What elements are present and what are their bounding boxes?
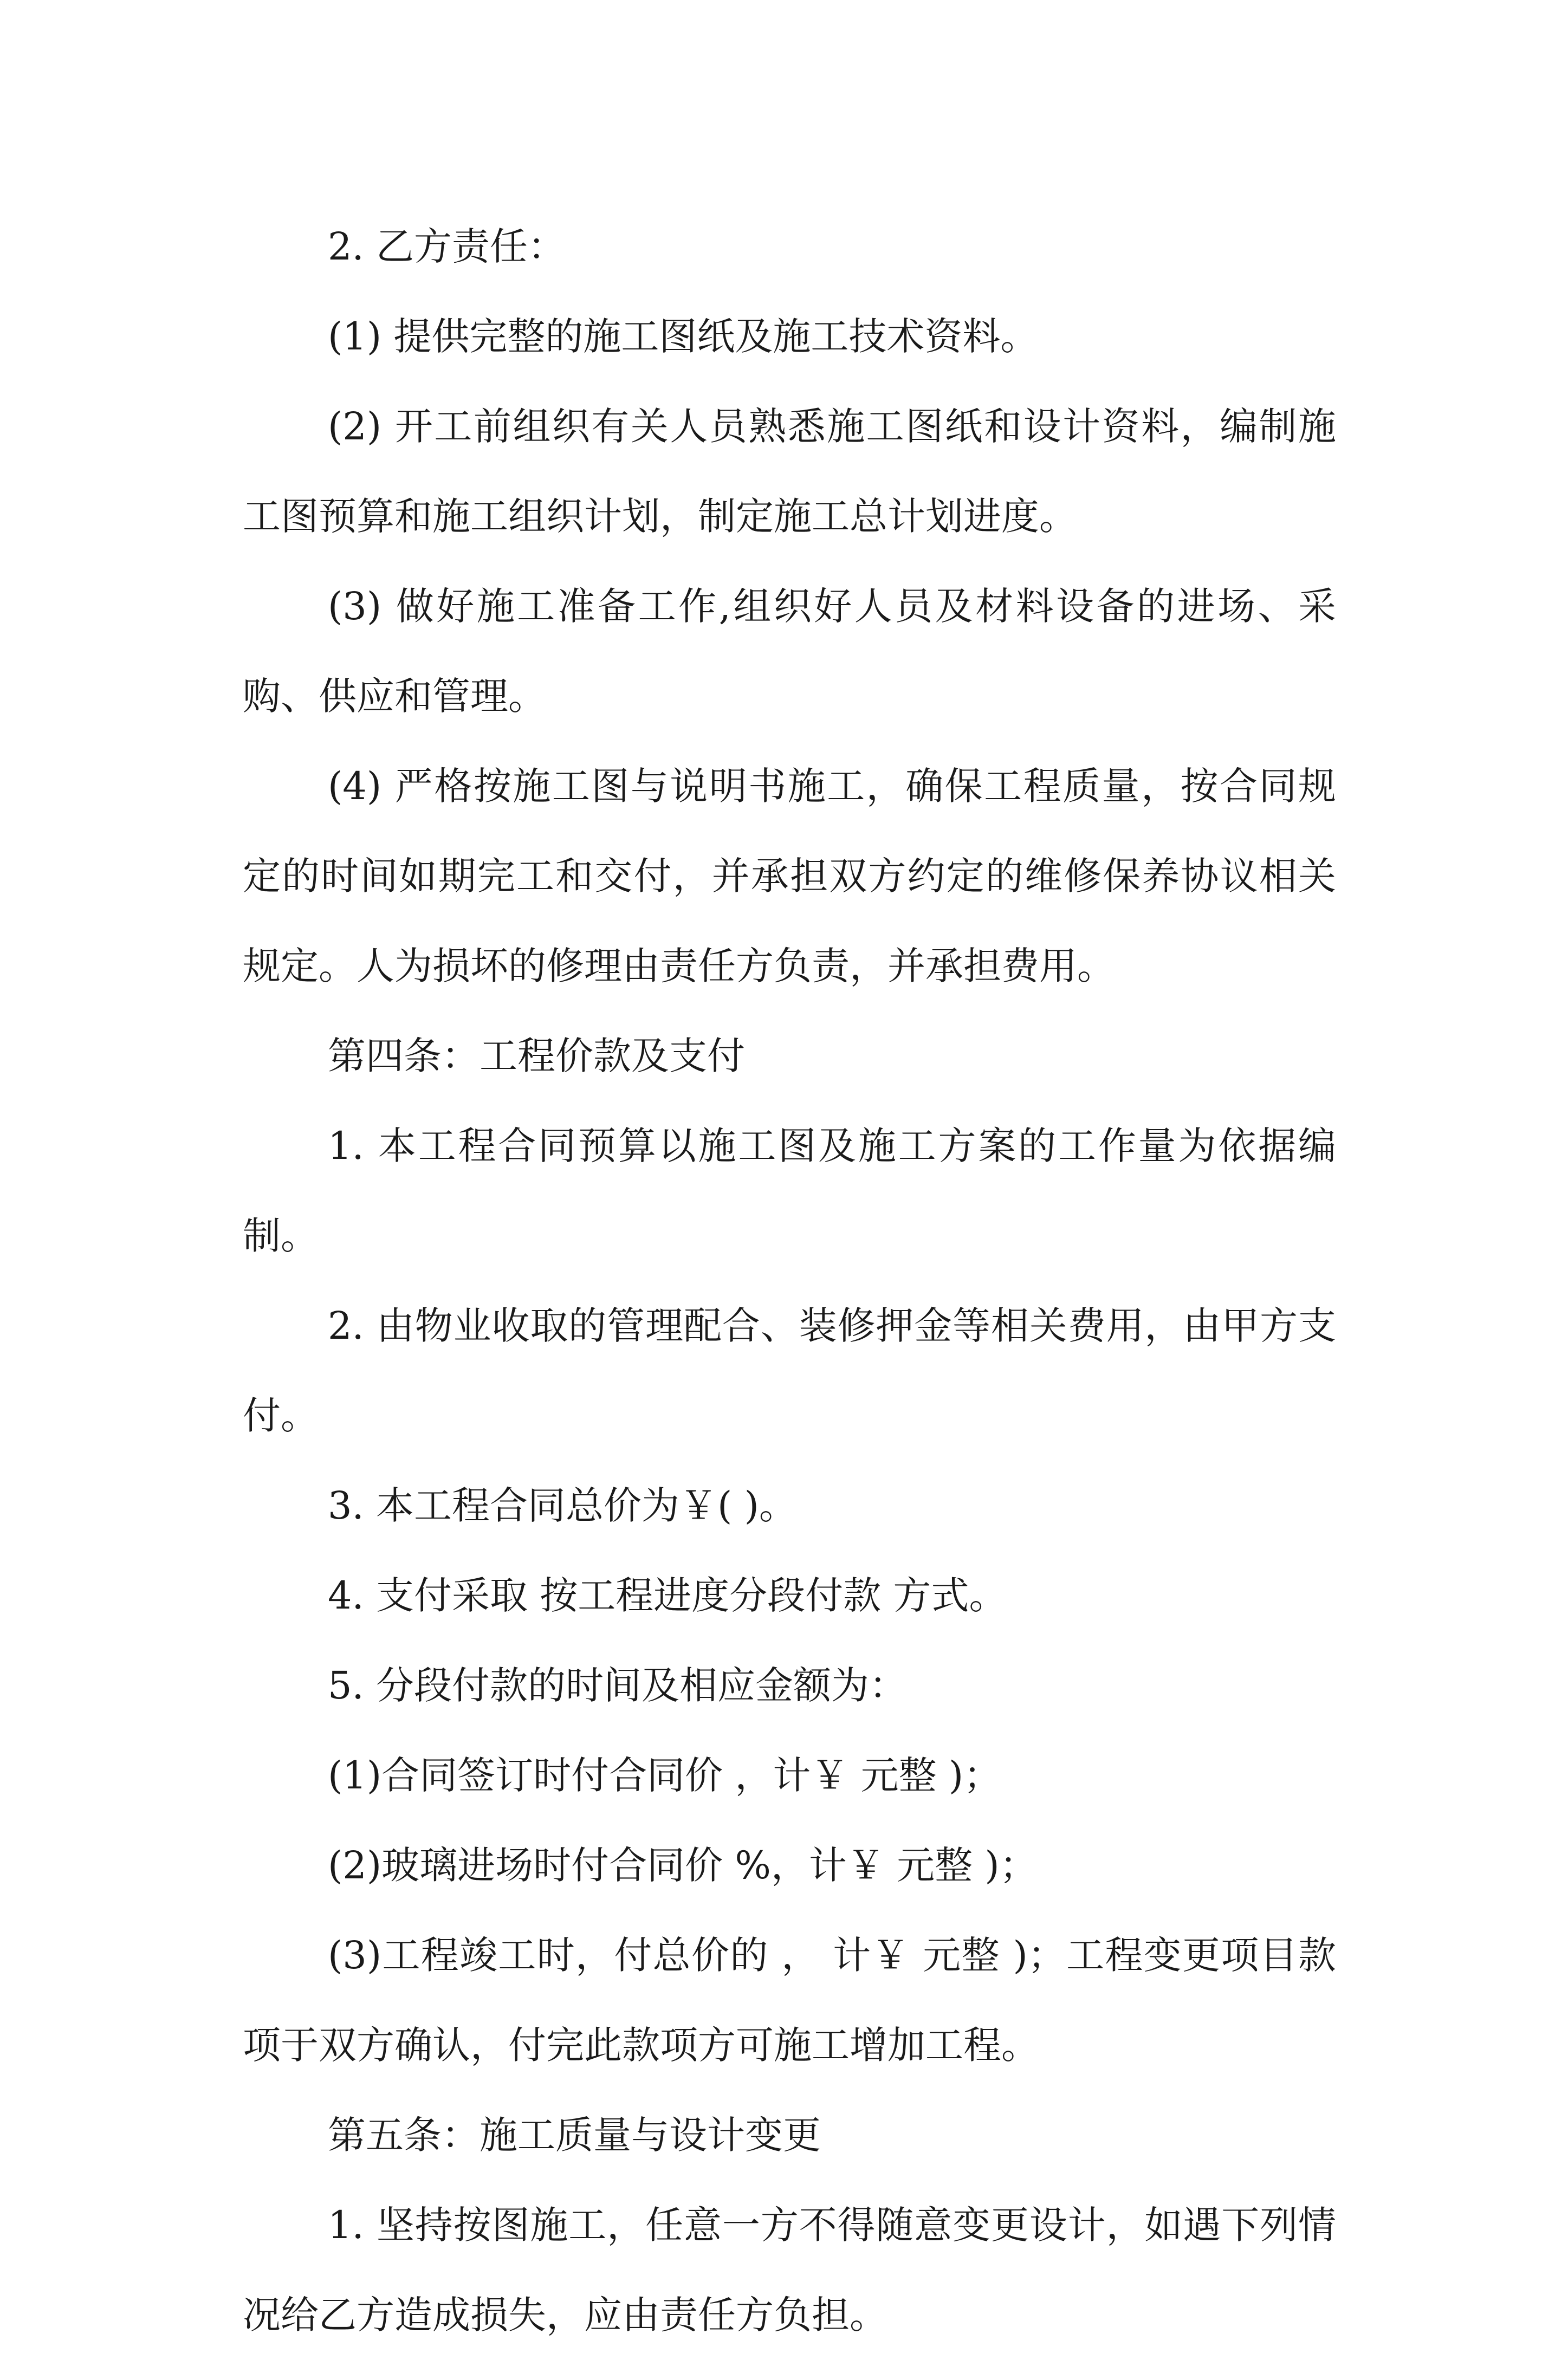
paragraph-item-2: (2) 开工前组织有关人员熟悉施工图纸和设计资料，编制施工图预算和施工组织计划，制定施工总计划进度。 [243, 404, 1336, 539]
article-4-heading: 第四条：工程价款及支付 [328, 1034, 745, 1078]
paragraph-item-3: (3) 做好施工准备工作,组织好人员及材料设备的进场、采购、供应和管理。 [243, 584, 1336, 718]
paragraph-price-3: 3. 本工程合同总价为￥( )。 [328, 1483, 797, 1528]
paragraph-party-b-responsibility: 2. 乙方责任： [328, 224, 566, 269]
paragraph-price-4: 4. 支付采取 按工程进度分段付款 方式。 [328, 1573, 1007, 1618]
paragraph-price-1: 1. 本工程合同预算以施工图及施工方案的工作量为依据编制。 [243, 1124, 1336, 1258]
article-5-heading: 第五条：施工质量与设计变更 [328, 2113, 821, 2157]
paragraph-payment-2: (2)玻璃进场时付合同价 %，计￥ 元整 )； [328, 1843, 1038, 1888]
document-body [243, 202, 1336, 2360]
paragraph-price-2: 2. 由物业收取的管理配合、装修押金等相关费用，由甲方支付。 [243, 1304, 1336, 1438]
paragraph-payment-3: (3)工程竣工时，付总价的 ， 计￥ 元整 )；工程变更项目款项于双方确认，付完此款项方可施工增加工程。 [243, 1933, 1336, 2067]
paragraph-item-1: (1) 提供完整的施工图纸及施工技术资料。 [328, 314, 1039, 359]
paragraph-payment-1: (1)合同签订时付合同价 ，计￥ 元整 )； [328, 1753, 1002, 1798]
paragraph-quality-1: 1. 坚持按图施工，任意一方不得随意变更设计，如遇下列情况给乙方造成损失，应由责任方负担。 [243, 2203, 1336, 2337]
paragraph-item-4: (4) 严格按施工图与说明书施工，确保工程质量，按合同规定的时间如期完工和交付，并承担双方约定的维修保养协议相关规定。人为损坏的修理由责任方负责，并承担费用。 [243, 764, 1336, 988]
paragraph-price-5: 5. 分段付款的时间及相应金额为： [328, 1663, 908, 1708]
